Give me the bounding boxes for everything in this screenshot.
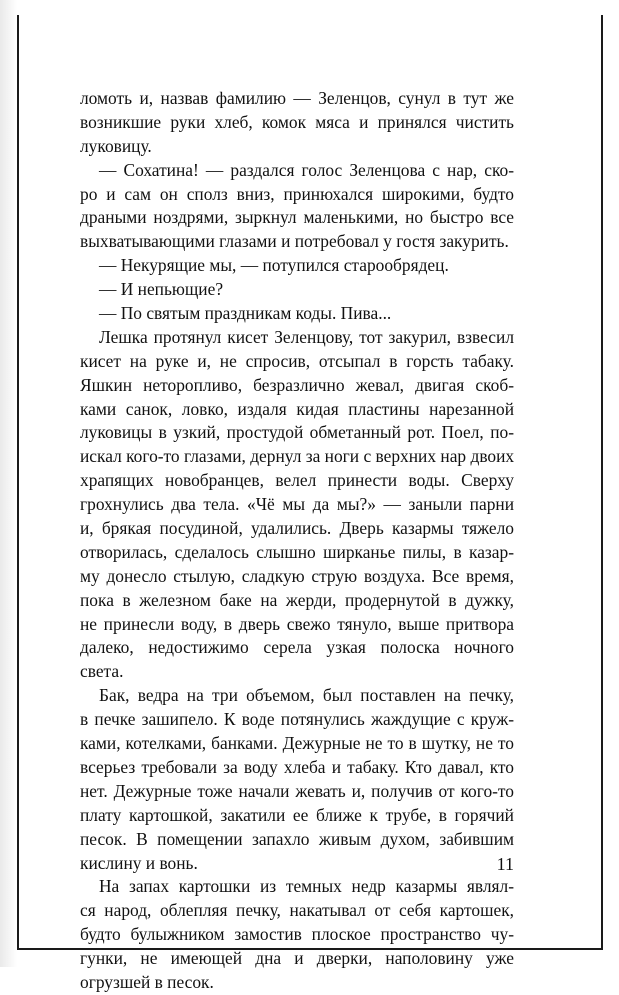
text-line: плату картошкой, закатили ее ближе к трубе, в горячий — [80, 804, 514, 825]
text-line: искал кого-то глазами, дернул за ноги с верхних нар двоих — [80, 446, 515, 467]
text-line: ками санок, ловко, издаля кидая пластины нарезанной — [80, 398, 514, 419]
text-line: возникшие руки хлеб, комок мяса и принялся чистить — [80, 111, 514, 132]
text-line: далеко, недостижимо серела узкая полоска ночного — [80, 637, 514, 658]
text-line: всерьез требовали за воду хлеба и табаку. Кто давал, кто — [80, 756, 514, 777]
text-line: храпящих новобранцев, велел принести воды. Сверху — [80, 470, 514, 491]
text-line: луковицы в узкий, простудой обметанный рот. Поел, по- — [80, 422, 514, 443]
text-line: нет. Дежурные тоже начали жевать и, получив от кого-то — [80, 780, 514, 801]
text-line: драными ноздрями, зыркнул маленькими, но быстро все — [80, 207, 514, 228]
text-line: — Сохатина! — раздался голос Зеленцова с нар, ско- — [99, 159, 514, 180]
text-line: — Некурящие мы, — потупился старообрядец. — [99, 255, 449, 276]
text-line: будто булыжником замостив плоское пространство чу- — [80, 924, 514, 945]
body-text — [80, 87, 514, 995]
text-line: кисет на руке и, не спросив, отсыпал в горсть табаку. — [80, 350, 514, 371]
page-number: 11 — [496, 854, 514, 874]
text-line: — По святым праздникам коды. Пива... — [99, 303, 392, 324]
text-line: ся народ, облепляя печку, накатывал от себя картошек, — [80, 900, 514, 921]
text-line: пока в железном баке на жерди, продернутой в дужку, — [80, 589, 514, 610]
text-line: в печке зашипело. К воде потянулись жаждущие с круж- — [80, 709, 514, 730]
text-line: света. — [80, 661, 124, 682]
text-line: ками, котелками, банками. Дежурные не то в шутку, не то — [80, 733, 514, 754]
text-line: — И непьющие? — [99, 279, 224, 300]
text-line: песок. В помещении запахло живым духом, забившим — [80, 828, 514, 849]
scan-shadow — [0, 0, 17, 967]
text-line: луковицу. — [80, 135, 152, 156]
text-line: Лешка протянул кисет Зеленцову, тот закурил, взвесил — [99, 326, 514, 347]
text-line: ро и сам он сполз вниз, принюхался широкими, будто — [80, 183, 514, 204]
text-line: му донесло стылую, сладкую струю воздуха. Все время, — [80, 565, 514, 586]
text-line: гунки, не имеющей дна и дверки, наполовину уже — [80, 948, 514, 969]
text-line: ломоть и, назвав фамилию — Зеленцов, сунул в тут же — [80, 88, 514, 108]
text-line: Яшкин неторопливо, безразлично жевал, двигая скоб- — [80, 374, 514, 395]
text-line: огрузшей в песок. — [80, 971, 214, 992]
text-line: грохнулись два тела. «Чё мы да мы?» — заныли парни — [80, 494, 514, 515]
text-line: На запах картошки из темных недр казармы являл- — [99, 876, 514, 897]
text-line: кислину и вонь. — [80, 852, 198, 873]
text-line: не принесли воду, в дверь свежо тянуло, выше притвора — [80, 613, 514, 634]
text-line: Бак, ведра на три объемом, был поставлен на печку, — [99, 685, 514, 706]
text-line: выхватывающими глазами и потребовал у гостя закурить. — [80, 231, 509, 252]
text-line: отворилась, сделалось слышно ширканье пилы, в казар- — [80, 541, 514, 562]
text-line: и, брякая посудиной, удалились. Дверь казармы тяжело — [80, 518, 514, 539]
